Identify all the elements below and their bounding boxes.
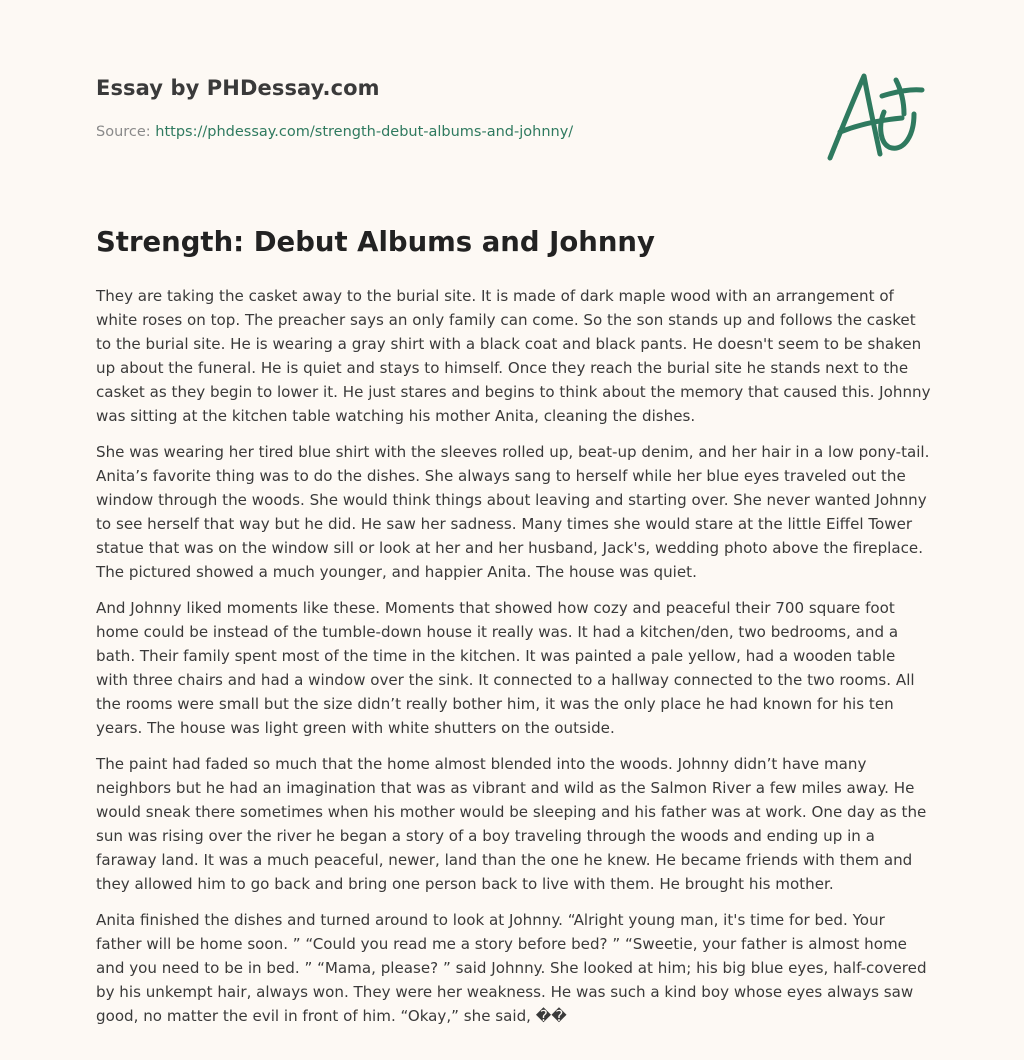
- source-line: [96, 124, 573, 140]
- essay-paragraph: The paint had faded so much that the home almost blended into the woods. Johnny didn’t have many neighbors but he had an imagination that was as vibrant and wild as the Salmon River a few miles away. He would sneak there sometimes when his mother would be sleeping and his father was at work. One day as the sun was rising over the river he began a story of a boy traveling through the woods and ending up in a faraway land. It was a much peaceful, newer, land than the one he knew. He became friends with them and they allowed him to go back and bring one person back to live with them. He brought his mother.: [96, 755, 927, 893]
- site-brand: Essay by PHDessay.com: [96, 76, 380, 100]
- source-label: Source:: [96, 124, 156, 140]
- essay-paragraph: They are taking the casket away to the burial site. It is made of dark maple wood with an arrangement of white roses on top. The preacher says an only family can come. So the son stands up and follows the casket to the burial site. He is wearing a gray shirt with a black coat and black pants. He doesn't seem to be shaken up about the funeral. He is quiet and stays to himself. Once they reach the burial site he stands next to the casket as they begin to lower it. He just stares and begins to think about the memory that caused this. Johnny was sitting at the kitchen table watching his mother Anita, cleaning the dishes.: [96, 287, 931, 425]
- essay-paragraph: And Johnny liked moments like these. Moments that showed how cozy and peaceful their 700 square foot home could be instead of the tumble-down house it really was. It had a kitchen/den, two bedrooms, and a bath. Their family spent most of the time in the kitchen. It was painted a pale yellow, had a wooden table with three chairs and had a window over the sink. It connected to a hallway connected to the two rooms. All the rooms were small but the size didn’t really bother him, it was the only place he had known for his ten years. The house was light green with white shutters on the outside.: [96, 599, 915, 737]
- essay-body: [96, 284, 932, 1040]
- essay-paragraph: She was wearing her tired blue shirt with the sleeves rolled up, beat-up denim, and her hair in a low pony-tail. Anita’s favorite thing was to do the dishes. She always sang to herself while her blue eyes traveled out the window through the woods. She would think things about leaving and starting over. She never wanted Johnny to see herself that way but he did. He saw her sadness. Many times she would stare at the little Eiffel Tower statue that was on the window sill or look at her and her husband, Jack's, wedding photo above the fireplace. The pictured showed a much younger, and happier Anita. The house was quiet.: [96, 443, 930, 581]
- a-plus-logo-icon: [818, 66, 928, 166]
- essay-paragraph: Anita finished the dishes and turned around to look at Johnny. “Alright young man, it's time for bed. Your father will be home soon. ” “Could you read me a story before bed? ” “Sweetie, your father is almost home and you need to be in bed. ” “Mama, please? ” said Johnny. She looked at him; his big blue eyes, half-covered by his unkempt hair, always won. They were her weakness. He was such a kind boy whose eyes always saw good, no matter the evil in front of him. “Okay,” she said, ��: [96, 911, 927, 1025]
- essay-title: Strength: Debut Albums and Johnny: [96, 226, 655, 258]
- source-link[interactable]: https://phdessay.com/strength-debut-albums-and-johnny/: [155, 124, 574, 140]
